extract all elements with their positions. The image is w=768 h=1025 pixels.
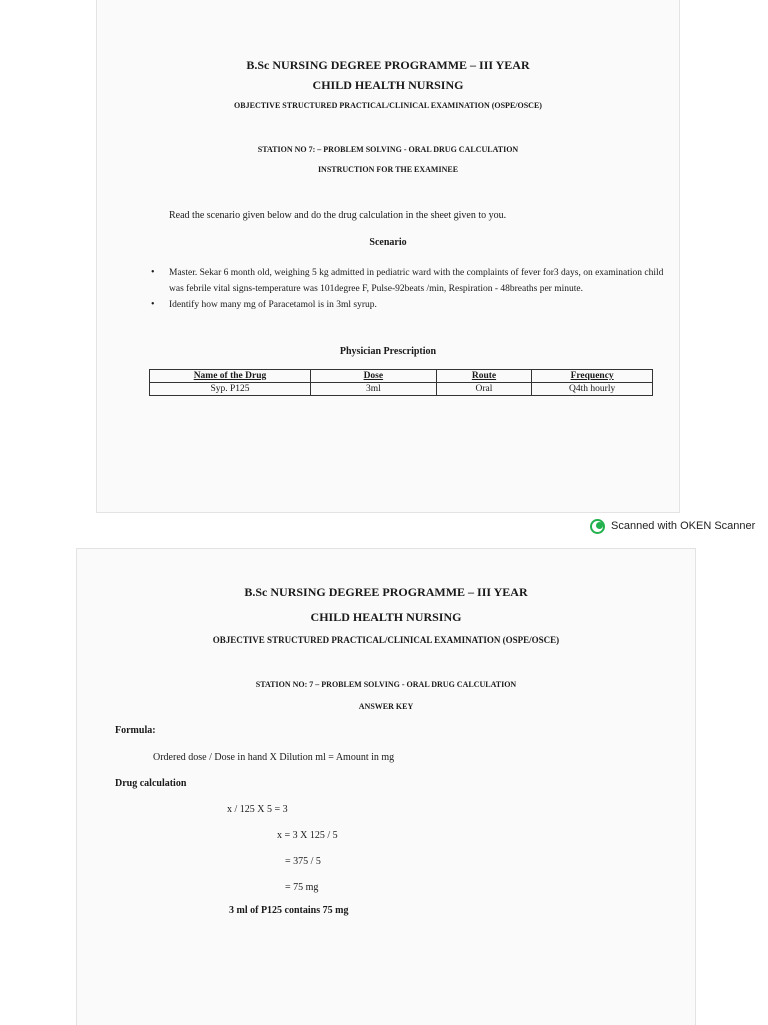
prescription-table: [149, 369, 653, 396]
table-header-cell: Dose: [310, 370, 436, 383]
table-cell: Oral: [436, 383, 532, 396]
table-header-cell: Name of the Drug: [150, 370, 311, 383]
table-header-row: [150, 370, 653, 383]
subject-title: CHILD HEALTH NURSING: [312, 78, 464, 92]
instruction-title: INSTRUCTION FOR THE EXAMINEE: [317, 165, 459, 174]
calculation-step: x / 125 X 5 = 3: [227, 804, 288, 815]
station-title: STATION NO 7: – PROBLEM SOLVING - ORAL DRUG CALCULATION: [257, 145, 519, 154]
conclusion-text: 3 ml of P125 contains 75 mg: [229, 905, 349, 916]
scenario-heading: Scenario: [369, 237, 407, 248]
calculation-heading: Drug calculation: [115, 778, 187, 789]
oken-logo-icon: [590, 519, 605, 534]
program-title: B.Sc NURSING DEGREE PROGRAMME – III YEAR: [246, 58, 530, 72]
calculation-step: = 75 mg: [285, 882, 319, 893]
table-cell: Q4th hourly: [532, 383, 653, 396]
formula-heading: Formula:: [115, 725, 156, 736]
scanner-watermark: [590, 517, 755, 535]
exam-title: OBJECTIVE STRUCTURED PRACTICAL/CLINICAL EXAMINATION (OSPE/OSCE): [234, 101, 542, 110]
intro-text: Read the scenario given below and do the drug calculation in the sheet given to you.: [169, 210, 507, 221]
bullet-icon: •: [151, 299, 155, 310]
table-cell: 3ml: [310, 383, 436, 396]
subject-title: CHILD HEALTH NURSING: [310, 610, 462, 624]
prescription-heading: Physician Prescription: [339, 346, 437, 357]
table-cell: Syp. P125: [150, 383, 311, 396]
formula-text: Ordered dose / Dose in hand X Dilution ml = Amount in mg: [153, 752, 395, 763]
answer-key-sheet: [76, 548, 696, 1025]
table-header-cell: Frequency: [532, 370, 653, 383]
calculation-step: x = 3 X 125 / 5: [277, 830, 338, 841]
program-title: B.Sc NURSING DEGREE PROGRAMME – III YEAR: [244, 585, 528, 599]
scenario-item: • Master. Sekar 6 month old, weighing 5 kg admitted in pediatric ward with the complaints of fever for3 days, on examination child was febrile vital signs-temperature was 101degree F, Pulse-92beats /min, Respiration - 48breaths per minute.: [151, 267, 664, 294]
question-sheet: [96, 0, 680, 513]
table-header-cell: Route: [436, 370, 532, 383]
scenario-list: [145, 265, 665, 313]
calculation-step: = 375 / 5: [285, 856, 321, 867]
table-row: [150, 383, 653, 396]
bullet-icon: •: [151, 267, 155, 278]
watermark-text: Scanned with OKEN Scanner: [611, 520, 756, 532]
scenario-item: • Identify how many mg of Paracetamol is in 3ml syrup.: [145, 297, 665, 313]
station-title: STATION NO: 7 – PROBLEM SOLVING - ORAL DRUG CALCULATION: [255, 680, 517, 689]
exam-title: OBJECTIVE STRUCTURED PRACTICAL/CLINICAL EXAMINATION (OSPE/OSCE): [212, 635, 560, 645]
answer-key-title: ANSWER KEY: [358, 702, 414, 711]
